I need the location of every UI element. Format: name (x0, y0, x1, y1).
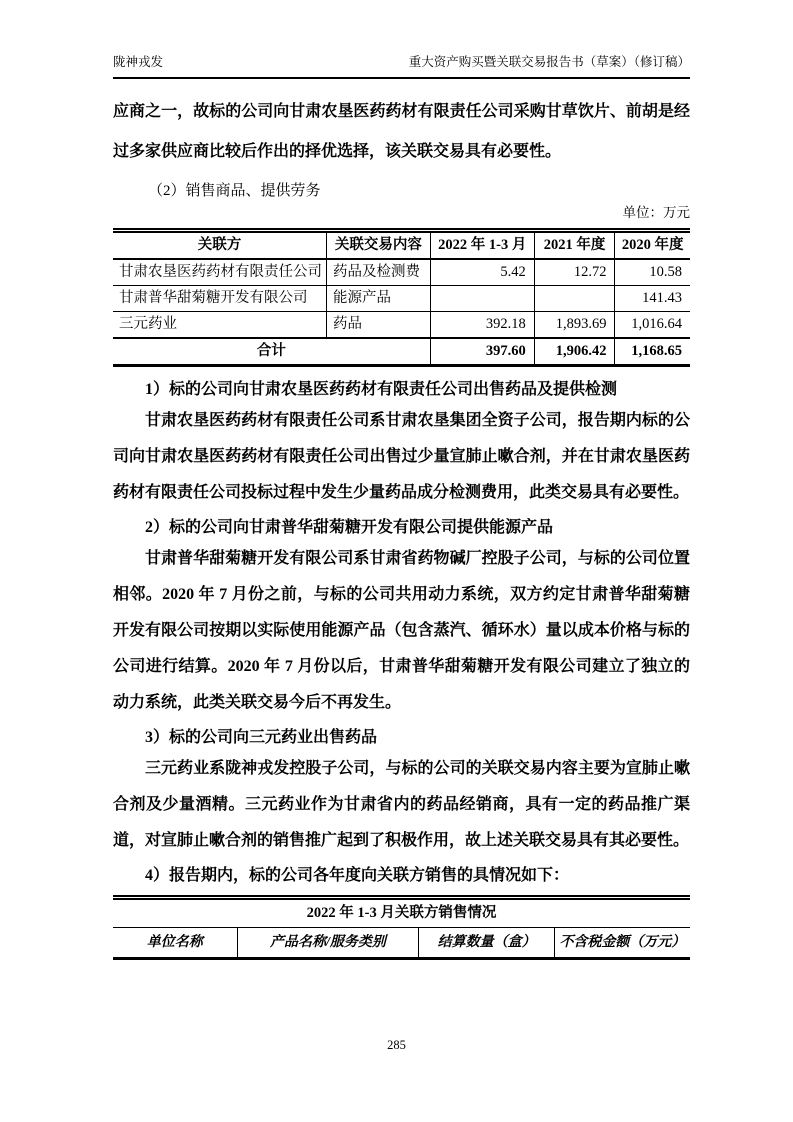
table2-col-header: 结算数量（盒） (419, 928, 555, 959)
item3-paragraph: 三元药业系陇神戎发控股子公司，与标的公司的关联交易内容主要为宣肺止嗽合剂及少量酒精。三元药业作为甘肃省内的药品经销商，具有一定的药品推广渠道，对宣肺止嗽合剂的销售推广起到了积极作用，故上述关联交易具有其必要性。 (113, 760, 690, 849)
related-party-sales-summary-table (113, 228, 690, 367)
table1-header-row (113, 231, 690, 260)
table1-col-header: 关联方 (113, 231, 326, 260)
related-party-name: 甘肃农垦医药药材有限责任公司 (113, 259, 326, 286)
table-row (113, 286, 690, 312)
amount-2020: 141.43 (615, 286, 690, 312)
page-footer (0, 1038, 793, 1053)
table-total-row (113, 338, 690, 366)
amount-2022: 392.18 (430, 312, 534, 339)
table1-col-header: 2020 年度 (615, 231, 690, 260)
table-row (113, 259, 690, 286)
header-doc-full-title: 重大资产购买暨关联交易报告书（草案）（修订稿） (408, 55, 690, 69)
page-number: 285 (387, 1038, 406, 1052)
table2-col-header: 产品名称/服务类别 (237, 928, 419, 959)
related-party-name: 三元药业 (113, 312, 326, 339)
table1-col-header: 2022 年 1-3 月 (430, 231, 534, 260)
amount-2021: 12.72 (534, 259, 615, 286)
table-row (113, 312, 690, 339)
intro-paragraph: 应商之一，故标的公司向甘肃农垦医药药材有限责任公司采购甘草饮片、前胡是经过多家供应商比较后作出的择优选择，该关联交易具有必要性。 (113, 103, 690, 160)
table2-col-header: 不含税金额（万元） (559, 935, 686, 950)
total-2021: 1,906.42 (534, 338, 615, 366)
item4-heading: 4）报告期内，标的公司各年度向关联方销售的具情况如下： (145, 867, 570, 884)
amount-2022: 5.42 (430, 259, 534, 286)
table1-col-header: 2021 年度 (534, 231, 615, 260)
table2-title-row (113, 898, 690, 928)
transaction-content: 能源产品 (326, 286, 430, 312)
unit-label: 单位：万元 (622, 205, 690, 220)
table2-title: 2022 年 1-3 月关联方销售情况 (113, 898, 690, 928)
page-header (113, 54, 690, 79)
item3-heading: 3）标的公司向三元药业出售药品 (145, 729, 378, 746)
section-heading-sales: （2）销售商品、提供劳务 (148, 183, 321, 199)
item2-paragraph: 甘肃普华甜菊糖开发有限公司系甘肃省药物碱厂控股子公司，与标的公司位置相邻。2020 年 7 月份之前，与标的公司共用动力系统，双方约定甘肃普华甜菊糖开发有限公司按期以实际使用能源产品（包含蒸汽、循环水）量以成本价格与标的公司进行结算。2020 年 7 月份以后，甘肃普华甜菊糖开发有限公司建立了独立的动力系统，此类关联交易今后不再发生。 (113, 550, 690, 711)
amount-2020: 1,016.64 (615, 312, 690, 339)
table2-col-header: 单位名称 (113, 928, 237, 959)
transaction-content: 药品及检测费 (326, 259, 430, 286)
amount-2021 (534, 286, 615, 312)
header-doc-short-title: 陇神戎发 (113, 55, 164, 69)
total-label: 合计 (113, 338, 430, 366)
table2-header-row (113, 928, 690, 959)
amount-2020: 10.58 (615, 259, 690, 286)
item2-heading: 2）标的公司向甘肃普华甜菊糖开发有限公司提供能源产品 (145, 519, 554, 536)
item1-heading: 1）标的公司向甘肃农垦医药药材有限责任公司出售药品及提供检测 (145, 381, 618, 398)
table1-col-header: 关联交易内容 (326, 231, 430, 260)
related-party-name: 甘肃普华甜菊糖开发有限公司 (113, 286, 326, 312)
transaction-content: 药品 (326, 312, 430, 339)
total-2022: 397.60 (430, 338, 534, 366)
item1-paragraph: 甘肃农垦医药药材有限责任公司系甘肃农垦集团全资子公司，报告期内标的公司向甘肃农垦医药药材有限责任公司出售过少量宣肺止嗽合剂，并在甘肃农垦医药药材有限责任公司投标过程中发生少量药品成分检测费用，此类交易具有必要性。 (113, 412, 690, 501)
amount-2022 (430, 286, 534, 312)
amount-2021: 1,893.69 (534, 312, 615, 339)
total-2020: 1,168.65 (615, 338, 690, 366)
related-party-sales-detail-table (113, 895, 690, 960)
